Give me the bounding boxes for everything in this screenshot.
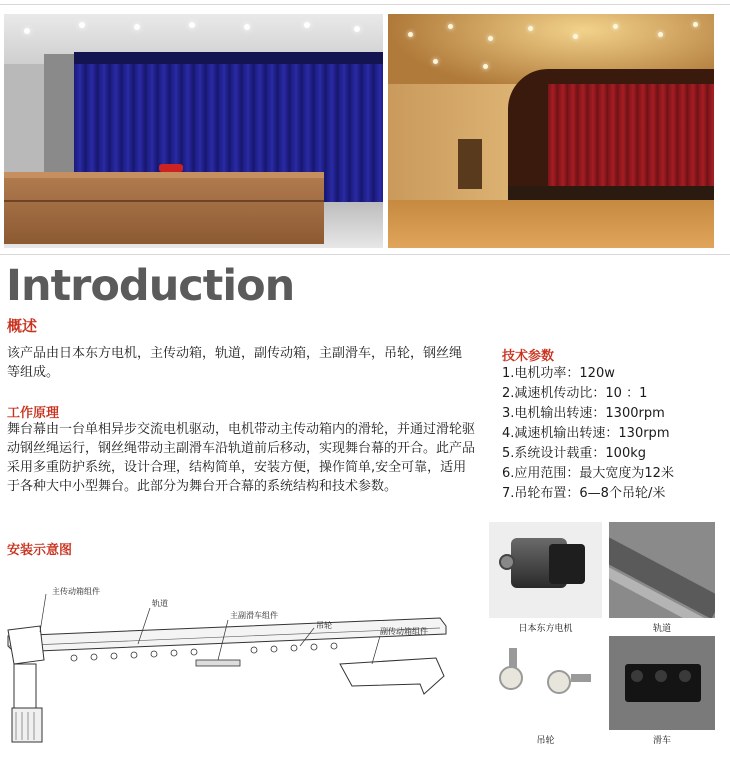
installation-diagram <box>0 560 480 766</box>
caption-carriage: 滑车 <box>652 736 671 746</box>
caption-motor: 日本东方电机 <box>518 624 573 634</box>
caption-pulley: 吊轮 <box>536 736 555 746</box>
tech-param-item: 6.应用范围：最大宽度为12米 <box>502 466 674 481</box>
label-main-sub-carriage: 主副滑车组件 <box>230 611 278 620</box>
section-divider <box>0 254 730 255</box>
tech-param-item: 1.电机功率：120w <box>502 366 615 381</box>
installation-heading: 安装示意图 <box>7 543 73 558</box>
label-track: 轨道 <box>152 599 168 608</box>
tech-params-heading: 技术参数 <box>502 349 555 364</box>
label-pulley: 吊轮 <box>316 621 332 630</box>
motor-photo <box>489 522 602 618</box>
principle-heading: 工作原理 <box>7 406 60 421</box>
top-divider <box>0 4 730 5</box>
pulley-photo <box>489 636 602 730</box>
tech-param-item: 7.吊轮布置：6—8个吊轮/米 <box>502 486 666 501</box>
caption-track: 轨道 <box>652 624 671 634</box>
stage-photo-blue-curtain <box>4 14 383 248</box>
stage-photo-red-curtain <box>388 14 714 248</box>
tech-params-list <box>502 364 674 504</box>
track-photo <box>609 522 715 618</box>
principle-text: 舞台幕由一台单相异步交流电机驱动，电机带动主传动箱内的滑轮，并通过滑轮驱动钢丝绳运行，钢丝绳带动主副滑车沿轨道前后移动，实现舞台幕的开合。此产品采用多重防护系统，设计合理，结构简单，安装方便，操作简单,安全可靠，适用于各种大中小型舞台。此部分为舞台开合幕的系统结构和技术参数。 <box>7 422 476 494</box>
tech-param-item: 3.电机输出转速：1300rpm <box>502 406 665 421</box>
label-main-drive-box: 主传动箱组件 <box>52 587 100 596</box>
tech-param-item: 5.系统设计载重：100kg <box>502 446 646 461</box>
tech-param-item: 4.减速机输出转速：130rpm <box>502 426 670 441</box>
tech-param-item: 2.减速机传动比：10 ：1 <box>502 386 648 401</box>
overview-heading: 概述 <box>7 317 38 335</box>
label-sub-drive-box: 副传动箱组件 <box>380 627 428 636</box>
carriage-photo <box>609 636 715 730</box>
overview-text: 该产品由日本东方电机，主传动箱，轨道，副传动箱，主副滑车，吊轮，钢丝绳等组成。 <box>7 346 463 380</box>
page-title: Introduction <box>6 261 295 311</box>
